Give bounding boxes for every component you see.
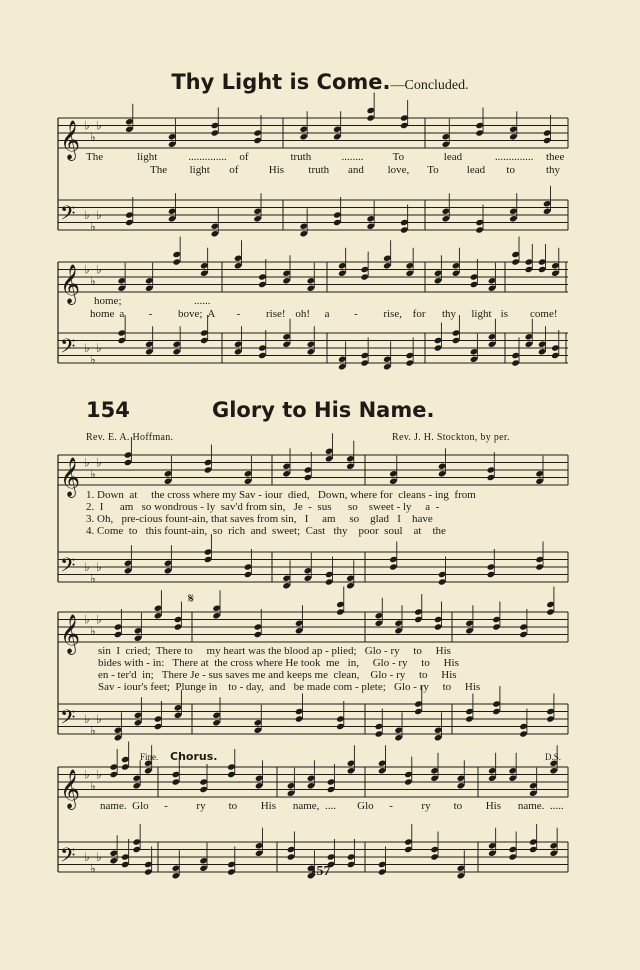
flat-sign: ♭ <box>84 455 90 470</box>
lyric-syllable: a <box>324 308 330 320</box>
verse-line: 1. Down at the cross where my Sav - iour died, Down, where for cleans - ing from <box>86 489 476 501</box>
verse-line: en - ter'd in; There Je - sus saves me and keeps me clean, Glo - ry to His <box>98 669 457 681</box>
flat-sign: ♭ <box>90 273 96 288</box>
lyric-syllable: light <box>189 164 210 176</box>
top-title-text: Thy Light is Come. <box>171 70 391 94</box>
bass-clef: 𝄢 <box>60 334 76 363</box>
hymn-title: Glory to His Name. <box>212 398 435 422</box>
flat-sign: ♭ <box>96 341 102 355</box>
lyric-syllable: to <box>228 800 238 812</box>
lyric-syllable: Glo <box>357 800 374 812</box>
flat-sign: ♭ <box>96 118 102 133</box>
lyric-syllable: rise! <box>266 308 286 320</box>
lyric-syllable: - <box>148 308 153 320</box>
page-number: 157 <box>309 864 331 879</box>
flat-sign: ♭ <box>84 850 90 864</box>
lyric-syllable: thy <box>442 308 457 320</box>
verse-line: 3. Oh, pre-cious fount-ain, that saves from sin, I am so glad I have <box>86 513 433 525</box>
lyric-syllable: truth <box>290 151 312 163</box>
lyric-syllable: is <box>500 308 508 320</box>
bass-clef: 𝄢 <box>60 553 76 582</box>
top-s1-line2 <box>150 164 566 178</box>
flat-sign: ♭ <box>84 208 90 222</box>
top-s2-line1 <box>94 295 214 309</box>
verse-line: bides with - in: There at the cross where He took me in, Glo - ry to His <box>98 657 459 669</box>
lyric-syllable: His <box>485 800 501 812</box>
lyric-syllable: - <box>236 308 241 320</box>
flat-sign: ♭ <box>90 778 96 793</box>
flat-sign: ♭ <box>96 767 102 782</box>
flat-sign: ♭ <box>90 466 96 481</box>
lyric-syllable: Glo <box>132 800 149 812</box>
verse-line: 4. Come to this fount-ain, so rich and sweet; Cast thy poor soul at the <box>86 525 446 537</box>
lyric-syllable: of <box>239 151 249 163</box>
lyric-syllable: - <box>389 800 393 812</box>
music-credit: Rev. J. H. Stockton, by per. <box>392 432 510 443</box>
verse-line: Sav - iour's feet; Plunge in to - day, and be made com - plete; Glo - ry to His <box>98 681 481 693</box>
fine-mark: Fine. <box>140 752 159 762</box>
lyric-syllable: oh! <box>295 308 310 320</box>
lyric-syllable: ry <box>196 800 206 812</box>
flat-sign: ♭ <box>90 861 96 876</box>
segno-mark: 𝄋 <box>188 592 195 607</box>
lyric-syllable: home <box>90 308 115 320</box>
bass-clef: 𝄢 <box>60 843 76 872</box>
treble-clef: 𝄞 <box>60 769 81 809</box>
flat-sign: ♭ <box>96 612 102 627</box>
lyric-syllable: home; <box>94 295 122 307</box>
flat-sign: ♭ <box>84 118 90 133</box>
lyric-syllable: thee <box>546 151 565 163</box>
top-title-subtitle: —Concluded. <box>390 78 469 93</box>
lyric-syllable: The <box>86 151 104 163</box>
lyric-syllable: a <box>119 308 125 320</box>
flat-sign: ♭ <box>90 723 96 738</box>
top-s2-line2 <box>90 308 558 322</box>
lyric-syllable: truth <box>308 164 330 176</box>
lyric-syllable: ...... <box>194 295 211 307</box>
flat-sign: ♭ <box>96 560 102 574</box>
flat-sign: ♭ <box>84 560 90 574</box>
lyric-syllable: lead <box>466 164 486 176</box>
flat-sign: ♭ <box>90 129 96 144</box>
lyric-syllable: To <box>427 164 439 176</box>
treble-clef: 𝄞 <box>60 120 81 160</box>
flat-sign: ♭ <box>96 262 102 277</box>
flat-sign: ♭ <box>90 352 96 367</box>
lyric-syllable: name, <box>292 800 320 812</box>
bass-clef: 𝄢 <box>60 705 76 734</box>
lyric-syllable: rise, <box>383 308 402 320</box>
lyric-syllable: come! <box>530 308 558 320</box>
chorus-label: Chorus. <box>170 750 218 763</box>
lyric-syllable: ry <box>421 800 431 812</box>
treble-clef: 𝄞 <box>60 264 81 304</box>
lyric-syllable: for <box>412 308 426 320</box>
lyric-syllable: lead <box>443 151 463 163</box>
flat-sign: ♭ <box>96 208 102 222</box>
lyric-syllable: The <box>150 164 168 176</box>
hymn-number: 154 <box>86 398 130 422</box>
chorus-lyrics <box>100 800 570 814</box>
lyric-syllable: A <box>207 308 216 320</box>
lyric-syllable: to <box>506 164 515 176</box>
flat-sign: ♭ <box>84 712 90 726</box>
flat-sign: ♭ <box>84 341 90 355</box>
lyric-syllable: To <box>392 151 405 163</box>
lyric-syllable: His <box>268 164 285 176</box>
lyric-syllable: love, <box>387 164 410 176</box>
lyric-syllable: .............. <box>188 151 227 163</box>
lyric-syllable: bove; <box>178 308 203 320</box>
flat-sign: ♭ <box>90 623 96 638</box>
flat-sign: ♭ <box>84 767 90 782</box>
top-s1-line1 <box>86 151 566 165</box>
lyric-syllable: to <box>453 800 463 812</box>
lyric-syllable: .... <box>325 800 336 812</box>
lyric-syllable: ..... <box>550 800 564 812</box>
bass-clef: 𝄢 <box>60 201 76 230</box>
lyric-syllable: - <box>354 308 358 320</box>
flat-sign: ♭ <box>96 455 102 470</box>
lyric-syllable: thy <box>546 164 561 176</box>
lyric-syllable: His <box>260 800 276 812</box>
lyric-syllable: of <box>229 164 239 176</box>
flat-sign: ♭ <box>90 219 96 234</box>
verse-line: sin I cried; There to my heart was the blood ap - plied; Glo - ry to His <box>98 645 451 657</box>
lyric-syllable: light <box>137 151 158 163</box>
words-credit: Rev. E. A. Hoffman. <box>86 432 174 443</box>
lyric-syllable: name. <box>100 800 127 812</box>
flat-sign: ♭ <box>96 712 102 726</box>
lyric-syllable: .............. <box>494 151 534 163</box>
lyric-syllable: light <box>471 308 492 320</box>
lyric-syllable: ........ <box>341 151 364 163</box>
treble-clef: 𝄞 <box>60 614 81 654</box>
flat-sign: ♭ <box>84 612 90 627</box>
lyric-syllable: and <box>348 164 364 176</box>
ds-mark: D.S. <box>545 752 562 762</box>
flat-sign: ♭ <box>84 262 90 277</box>
lyric-syllable: name. <box>517 800 545 812</box>
flat-sign: ♭ <box>96 850 102 864</box>
lyric-syllable: - <box>164 800 168 812</box>
verse-line: 2. I am so wondrous - ly sav'd from sin, Je - sus so sweet - ly a - <box>86 501 440 513</box>
flat-sign: ♭ <box>90 571 96 586</box>
treble-clef: 𝄞 <box>60 457 81 497</box>
